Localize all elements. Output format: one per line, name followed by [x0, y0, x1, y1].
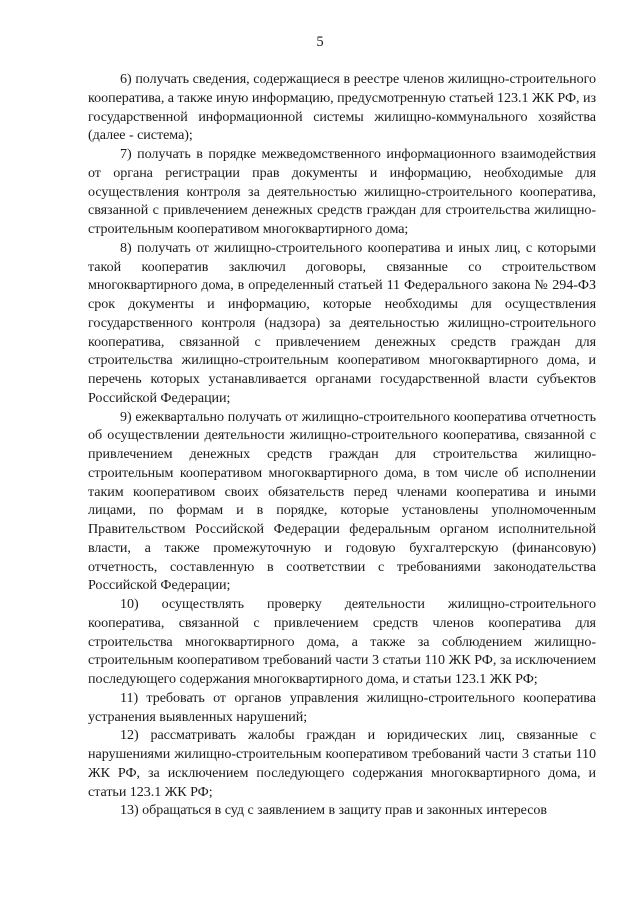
paragraph-item-12: 12) рассматривать жалобы граждан и юридических лиц, связанные с нарушениями жилищно-строительным кооперативом требований части 3 статьи 110 ЖК РФ, за исключением последующего содержания многоквартирного дома, и статьи 123.1 ЖК РФ; — [88, 727, 596, 800]
paragraph-item-6: 6) получать сведения, содержащиеся в реестре членов жилищно-строительного кооператива, а также иную информацию, предусмотренную статьей 123.1 ЖК РФ, из государственной информационной системы жилищно-коммунального хозяйства (далее - система); — [88, 71, 596, 144]
paragraph-item-8: 8) получать от жилищно-строительного кооператива и иных лиц, с которыми такой кооператив заключил договоры, связанные со строительством многоквартирного дома, в определенный статьей 11 Федерального закона № 294-ФЗ срок документы и информацию, которые необходимы для осуществления государственного контроля (надзора) за деятельностью жилищно-строительного кооператива, связанной с привлечением денежных средств граждан для строительства жилищно-строительным кооперативом многоквартирного дома, и перечень которых устанавливается органами государственной власти субъектов Российской Федерации; — [88, 239, 596, 406]
paragraph-item-9: 9) ежеквартально получать от жилищно-строительного кооператива отчетность об осуществлении деятельности жилищно-строительного кооператива, связанной с привлечением денежных средств граждан для строительства жилищно-строительным кооперативом многоквартирного дома, в том числе об исполнении таким кооперативом своих обязательств перед членами кооператива и иными лицами, по формам и в порядке, которые установлены уполномоченным Правительством Российской Федерации федеральным органом исполнительной власти, а также промежуточную и годовую бухгалтерскую (финансовую) отчетность, составленную в соответствии с требованиями законодательства Российской Федерации; — [88, 408, 596, 594]
paragraph-item-7: 7) получать в порядке межведомственного информационного взаимодействия от органа регистрации прав документы и информацию, необходимые для осуществления контроля за деятельностью жилищно-строительного кооператива, связанной с привлечением денежных средств граждан для строительства жилищно-строительным кооперативом многоквартирного дома; — [88, 146, 596, 237]
document-body — [88, 70, 596, 820]
page-number: 5 — [316, 34, 324, 50]
paragraph-item-10: 10) осуществлять проверку деятельности жилищно-строительного кооператива, связанной с привлечением средств членов кооператива для строительства многоквартирного дома, а также за соблюдением жилищно-строительным кооперативом требований части 3 статьи 110 ЖК РФ, за исключением последующего содержания многоквартирного дома, и статьи 123.1 ЖК РФ; — [88, 596, 596, 687]
paragraph-item-13: 13) обращаться в суд с заявлением в защиту прав и законных интересов — [120, 802, 548, 819]
paragraph-item-11: 11) требовать от органов управления жилищно-строительного кооператива устранения выявленных нарушений; — [88, 689, 596, 725]
